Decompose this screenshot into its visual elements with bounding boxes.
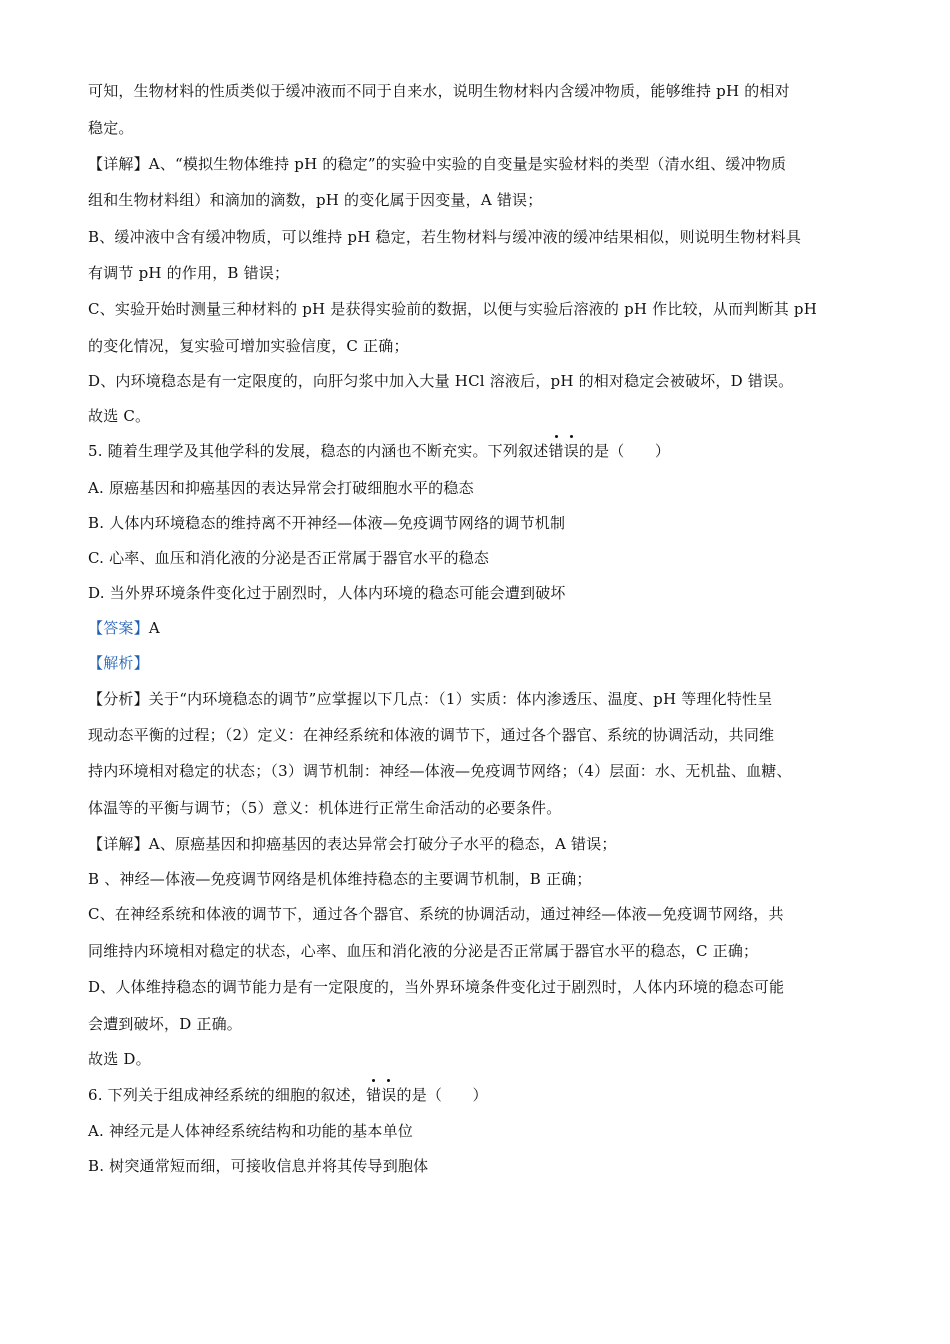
emphasis-char: 误	[381, 1086, 397, 1104]
text-line: 持内环境相对稳定的状态；（3）调节机制：神经—体液—免疫调节网络；（4）层面：水、无机盐、血糖、	[88, 762, 792, 780]
text-line: 有调节 pH 的作用，B 错误；	[88, 264, 290, 282]
answer-value: A	[148, 619, 160, 637]
option-a: A. 原癌基因和抑癌基因的表达异常会打破细胞水平的稳态	[88, 479, 474, 497]
text-line: 稳定。	[88, 119, 134, 137]
stem-text: 的是（ ）	[578, 442, 671, 460]
text-line: 组和生物材料组）和滴加的滴数，pH 的变化属于因变量，A 错误；	[88, 191, 543, 209]
option-b: B. 人体内环境稳态的维持离不开神经—体液—免疫调节网络的调节机制	[88, 514, 566, 532]
answer-label: 【答案】	[88, 619, 149, 637]
emphasis-char: 误	[563, 442, 579, 460]
option-a: A. 神经元是人体神经系统结构和功能的基本单位	[88, 1122, 413, 1140]
text-line: 故选 C。	[88, 407, 151, 425]
option-d: D. 当外界环境条件变化过于剧烈时，人体内环境的稳态可能会遭到破坏	[88, 584, 566, 602]
analysis-label: 【解析】	[88, 654, 149, 672]
text-line: 【分析】关于“内环境稳态的调节”应掌握以下几点：（1）实质：体内渗透压、温度、pH 等理化特性呈	[88, 690, 773, 708]
text-line: D、内环境稳态是有一定限度的，向肝匀浆中加入大量 HCl 溶液后，pH 的相对稳定会被破坏，D 错误。	[88, 372, 794, 390]
question-5-stem	[88, 440, 878, 462]
text-line: B 、神经—体液—免疫调节网络是机体维持稳态的主要调节机制，B 正确；	[88, 870, 592, 888]
text-line: 可知，生物材料的性质类似于缓冲液而不同于自来水，说明生物材料内含缓冲物质，能够维持 pH 的相对	[88, 82, 790, 100]
option-b: B. 树突通常短而细，可接收信息并将其传导到胞体	[88, 1157, 429, 1175]
text-line: 会遭到破坏，D 正确。	[88, 1015, 242, 1033]
text-line: 故选 D。	[88, 1050, 151, 1068]
text-line: 体温等的平衡与调节；（5）意义：机体进行正常生命活动的必要条件。	[88, 799, 562, 817]
emphasis-char: 错	[366, 1086, 382, 1104]
stem-text: 5. 随着生理学及其他学科的发展，稳态的内涵也不断充实。下列叙述	[88, 442, 549, 460]
stem-text: 的是（ ）	[396, 1086, 488, 1104]
text-line: 现动态平衡的过程；（2）定义：在神经系统和体液的调节下，通过各个器官、系统的协调活动，共同维	[88, 726, 775, 744]
text-line: 的变化情况，复实验可增加实验信度，C 正确；	[88, 337, 409, 355]
text-line: 同维持内环境相对稳定的状态，心率、血压和消化液的分泌是否正常属于器官水平的稳态，C 正确；	[88, 942, 759, 960]
text-line: 【详解】A、“模拟生物体维持 pH 的稳定”的实验中实验的自变量是实验材料的类型（清水组、缓冲物质	[88, 155, 787, 173]
text-line: 【详解】A、原癌基因和抑癌基因的表达异常会打破分子水平的稳态，A 错误；	[88, 835, 617, 853]
answer-line	[88, 617, 878, 639]
text-line: B、缓冲液中含有缓冲物质，可以维持 pH 稳定，若生物材料与缓冲液的缓冲结果相似，则说明生物材料具	[88, 228, 802, 246]
stem-text: 6. 下列关于组成神经系统的细胞的叙述，	[88, 1086, 367, 1104]
emphasis-char: 错	[548, 442, 564, 460]
text-line: C、实验开始时测量三种材料的 pH 是获得实验前的数据，以便与实验后溶液的 pH 作比较，从而判断其 pH	[88, 300, 817, 318]
option-c: C. 心率、血压和消化液的分泌是否正常属于器官水平的稳态	[88, 549, 490, 567]
question-6-stem	[88, 1084, 878, 1106]
text-line: C、在神经系统和体液的调节下，通过各个器官、系统的协调活动，通过神经—体液—免疫调节网络，共	[88, 905, 784, 923]
text-line: D、人体维持稳态的调节能力是有一定限度的，当外界环境条件变化过于剧烈时，人体内环境的稳态可能	[88, 978, 785, 996]
